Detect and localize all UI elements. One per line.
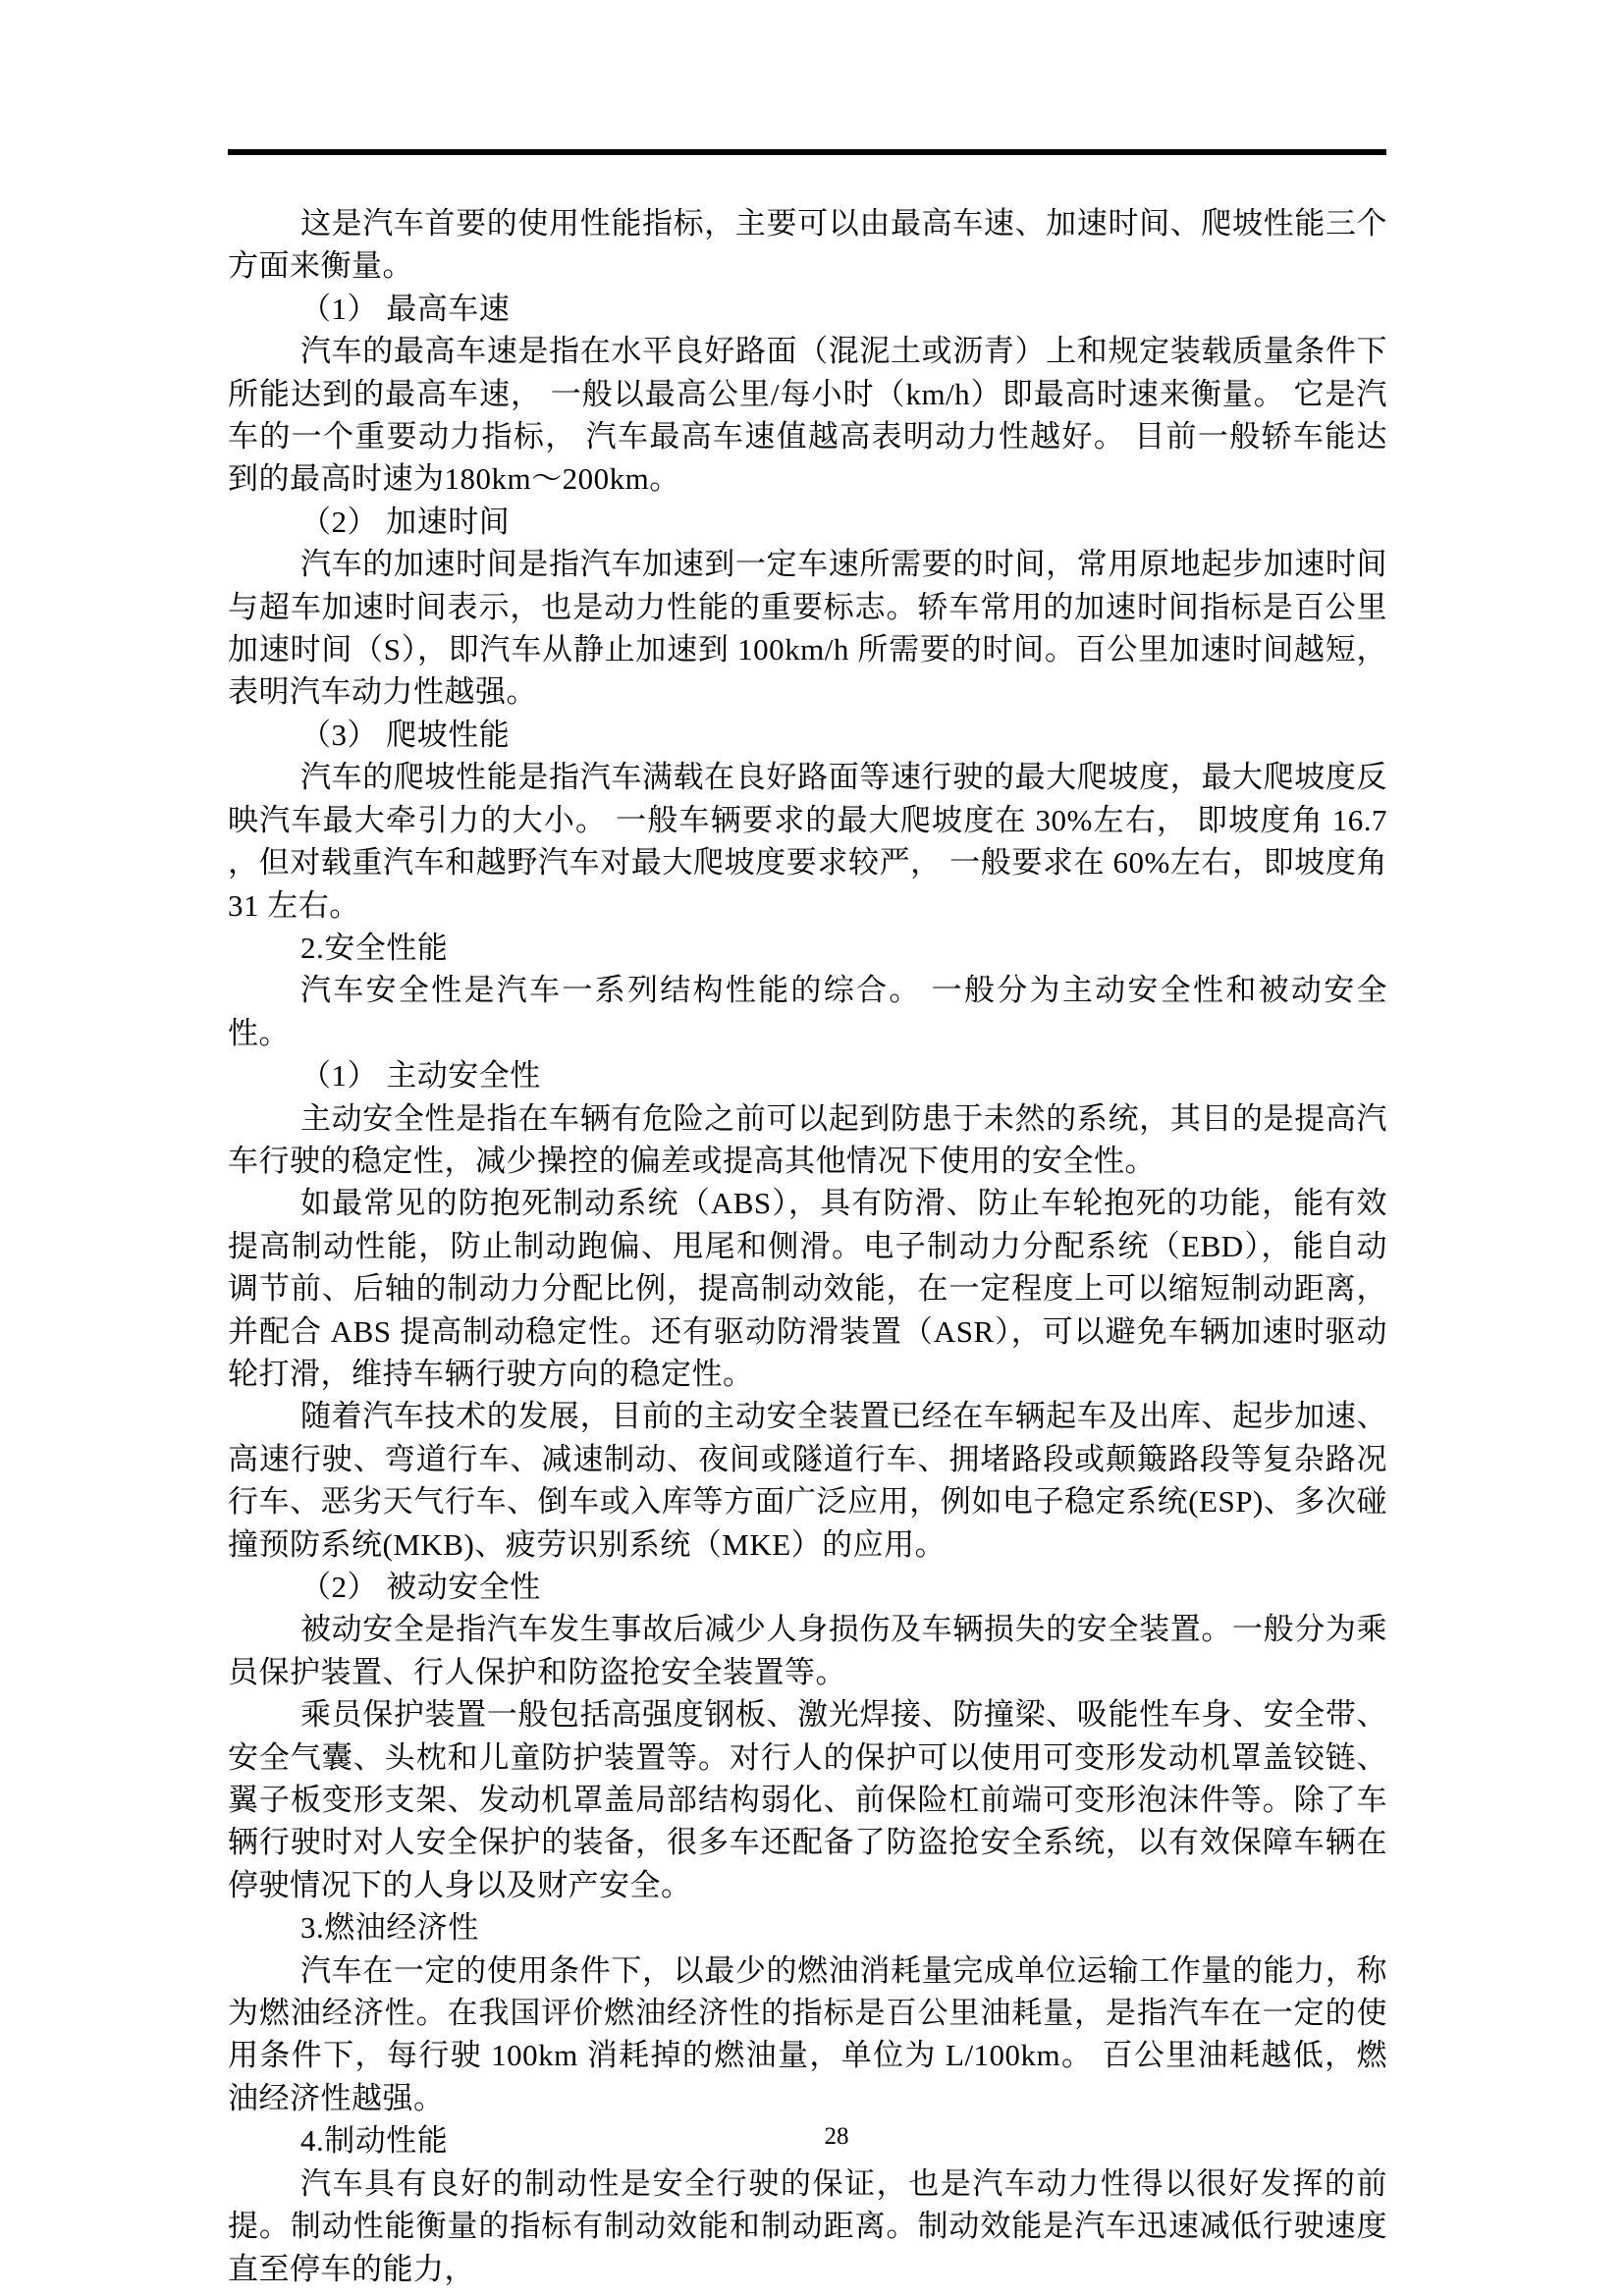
header-rule bbox=[228, 149, 1386, 155]
paragraph-abs-ebd-asr: 如最常见的防抱死制动系统（ABS），具有防滑、防止车轮抱死的功能，能有效提高制动性能，防止制动跑偏、甩尾和侧滑。电子制动力分配系统（EBD），能自动调节前、后轴的制动力分配比例，提高制动效能，在一定程度上可以缩短制动距离，并配合 ABS 提高制动稳定性。还有驱动防滑装置（ASR），可以避免车辆加速时驱动轮打滑，维持车辆行驶方向的稳定性。 bbox=[228, 1186, 1387, 1391]
heading-braking-performance: 4.制动性能 bbox=[300, 2123, 449, 2159]
heading-fuel-economy: 3.燃油经济性 bbox=[300, 1910, 479, 1946]
paragraph-fuel-economy: 汽车在一定的使用条件下，以最少的燃油消耗量完成单位运输工作量的能力，称为燃油经济性。在我国评价燃油经济性的指标是百公里油耗量，是指汽车在一定的使用条件下，每行驶 100km 消耗掉的燃油量，单位为 L/100km。 百公里油耗越低，燃油经济性越强。 bbox=[228, 1952, 1387, 2115]
heading-acceleration-time: （2） 加速时间 bbox=[300, 504, 511, 539]
paragraph-active-safety-definition: 主动安全性是指在车辆有危险之前可以起到防患于未然的系统，其目的是提高汽车行驶的稳定性，减少操控的偏差或提高其他情况下使用的安全性。 bbox=[228, 1100, 1387, 1178]
paragraph-occupant-protection: 乘员保护装置一般包括高强度钢板、激光焊接、防撞梁、吸能性车身、安全带、安全气囊、头枕和儿童防护装置等。对行人的保护可以使用可变形发动机罩盖铰链、翼子板变形支架、发动机罩盖局部结构弱化、前保险杠前端可变形泡沫件等。除了车辆行驶时对人安全保护的装备，很多车还配备了防盗抢安全系统，以有效保障车辆在停驶情况下的人身以及财产安全。 bbox=[228, 1697, 1387, 1902]
paragraph-hill-climbing: 汽车的爬坡性能是指汽车满载在良好路面等速行驶的最大爬坡度，最大爬坡度反映汽车最大牵引力的大小。 一般车辆要求的最大爬坡度在 30%左右， 即坡度角 16.7 ，但对载重汽车和越野汽车对最大爬坡度要求较严， 一般要求在 60%左右，即坡度角 31 左右。 bbox=[228, 760, 1387, 923]
paragraph-intro: 这是汽车首要的使用性能指标，主要可以由最高车速、加速时间、爬坡性能三个方面来衡量。 bbox=[228, 206, 1387, 284]
heading-top-speed: （1） 最高车速 bbox=[300, 291, 511, 326]
paragraph-passive-safety-definition: 被动安全是指汽车发生事故后减少人身损伤及车辆损失的安全装置。一般分为乘员保护装置、行人保护和防盗抢安全装置等。 bbox=[228, 1612, 1387, 1689]
heading-hill-climbing: （3） 爬坡性能 bbox=[300, 717, 511, 752]
paragraph-active-safety-applications: 随着汽车技术的发展，目前的主动安全装置已经在车辆起车及出库、起步加速、高速行驶、弯道行车、减速制动、夜间或隧道行车、拥堵路段或颠簸路段等复杂路况行车、恶劣天气行车、倒车或入库等方面广泛应用，例如电子稳定系统(ESP)、多次碰撞预防系统(MKB)、疲劳识别系统（MKE）的应用。 bbox=[228, 1399, 1387, 1562]
heading-active-safety: （1） 主动安全性 bbox=[300, 1058, 541, 1094]
document-body bbox=[228, 202, 1387, 2290]
paragraph-braking-performance: 汽车具有良好的制动性是安全行驶的保证，也是汽车动力性得以很好发挥的前提。制动性能衡量的指标有制动效能和制动距离。制动效能是汽车迅速减低行驶速度直至停车的能力， bbox=[228, 2165, 1387, 2286]
heading-safety-performance: 2.安全性能 bbox=[300, 930, 449, 965]
paragraph-top-speed: 汽车的最高车速是指在水平良好路面（混泥土或沥青）上和规定装载质量条件下所能达到的最高车速， 一般以最高公里/每小时（km/h）即最高时速来衡量。 它是汽车的一个重要动力指标， 汽车最高车速值越高表明动力性越好。 目前一般轿车能达到的最高时速为180km～200km。 bbox=[228, 334, 1387, 497]
paragraph-acceleration-time: 汽车的加速时间是指汽车加速到一定车速所需要的时间，常用原地起步加速时间与超车加速时间表示，也是动力性能的重要标志。轿车常用的加速时间指标是百公里加速时间（S），即汽车从静止加速到 100km/h 所需要的时间。百公里加速时间越短，表明汽车动力性越强。 bbox=[228, 547, 1387, 710]
paragraph-safety-overview: 汽车安全性是汽车一系列结构性能的综合。 一般分为主动安全性和被动安全性。 bbox=[228, 973, 1387, 1050]
page-number: 28 bbox=[824, 2123, 849, 2150]
heading-passive-safety: （2） 被动安全性 bbox=[300, 1570, 541, 1604]
